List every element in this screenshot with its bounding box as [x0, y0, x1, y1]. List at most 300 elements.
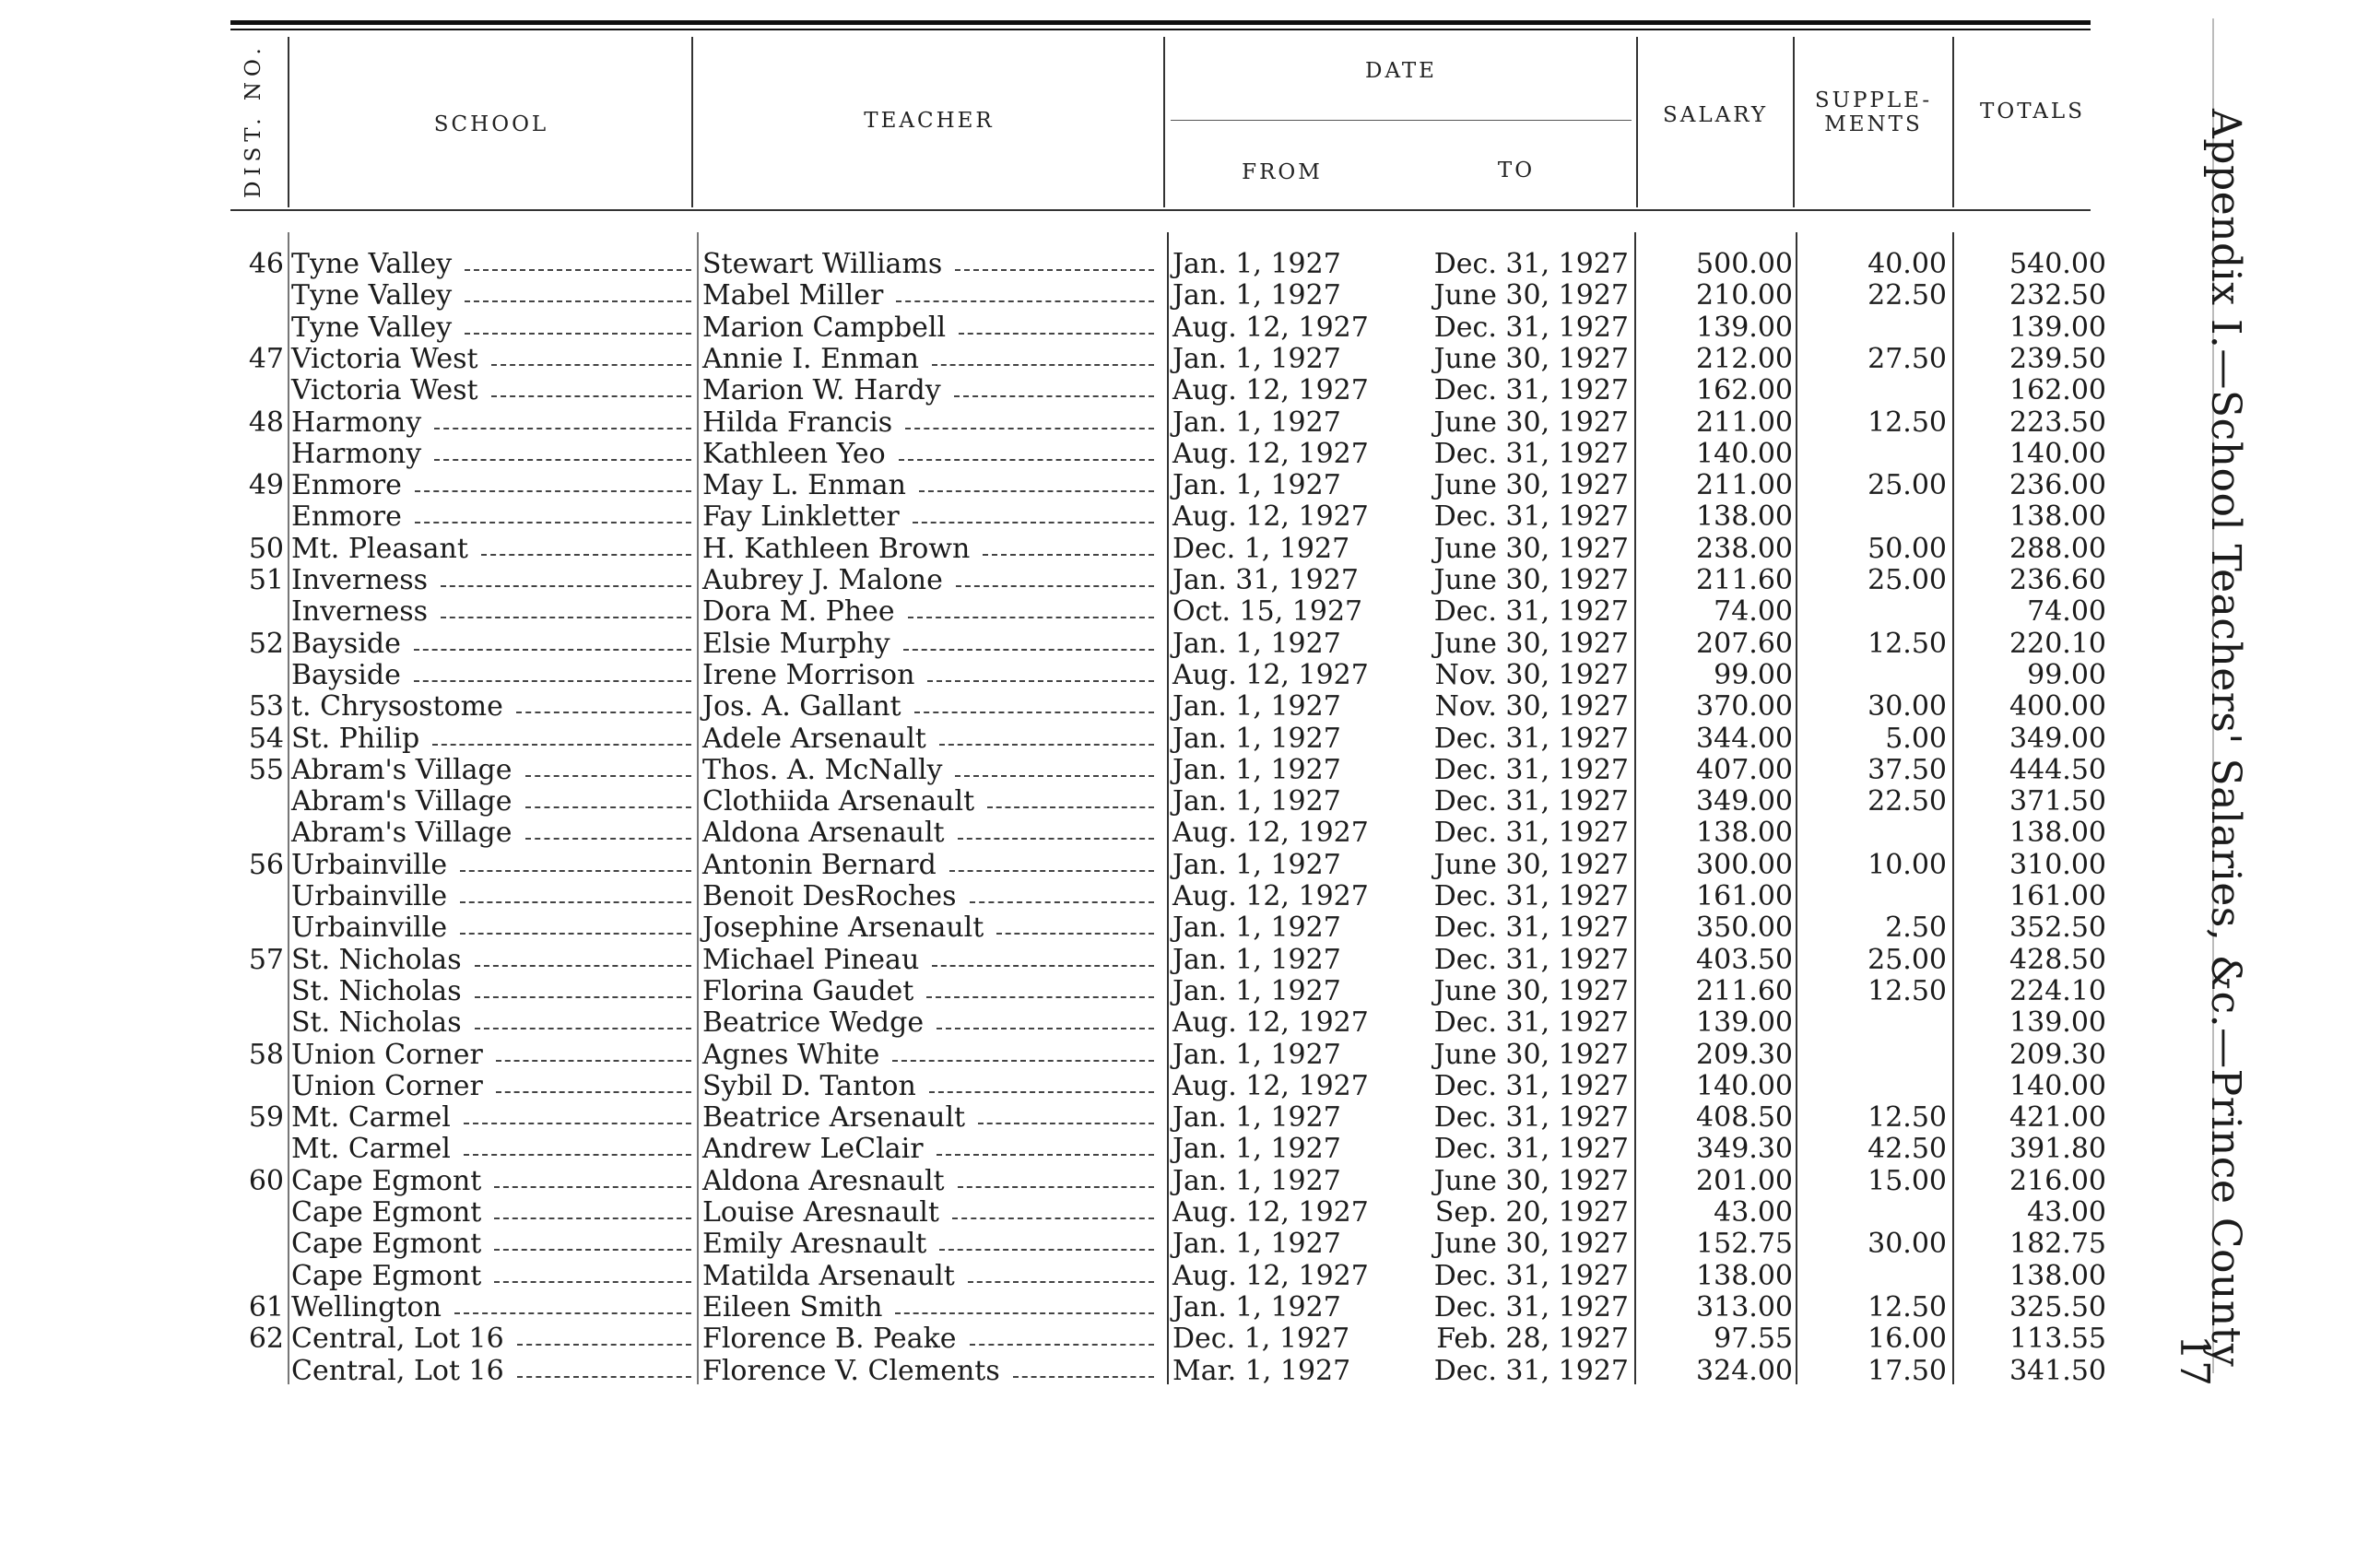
to-date-cell: Dec. 31, 1927	[1433, 374, 1629, 407]
teacher-cell	[702, 280, 1158, 312]
table-row	[0, 1166, 2120, 1197]
dist-no-cell: 46	[248, 248, 284, 280]
salary-cell: 211.60	[1696, 974, 1793, 1007]
dot-leader	[954, 395, 1154, 397]
dot-leader	[496, 1060, 691, 1062]
salary-cell: 201.00	[1696, 1164, 1793, 1197]
teacher-cell-text: Louise Aresnault	[702, 1196, 939, 1229]
table-row	[0, 755, 2120, 786]
table-row	[0, 1134, 2120, 1165]
school-cell	[291, 945, 695, 976]
school-cell	[291, 407, 695, 439]
dot-leader	[525, 838, 691, 840]
to-date-cell: Dec. 31, 1927	[1433, 1259, 1629, 1292]
table-row	[0, 850, 2120, 881]
total-cell: 540.00	[2009, 248, 2106, 280]
header-dist-no: DIST. NO.	[242, 42, 265, 198]
teacher-cell-text: Sybil D. Tanton	[702, 1069, 916, 1102]
table-row	[0, 1071, 2120, 1102]
salary-cell: 99.00	[1714, 658, 1793, 691]
supplements-cell: 16.00	[1867, 1323, 1947, 1356]
salary-cell: 97.55	[1714, 1323, 1793, 1356]
teacher-cell-text: Beatrice Wedge	[702, 1006, 925, 1040]
side-title: Appendix I.—School Teachers' Salaries, &c.—Prince County	[2202, 109, 2249, 1368]
salary-cell: 324.00	[1696, 1354, 1793, 1387]
teacher-cell-text: Hilda Francis	[702, 406, 893, 439]
school-cell	[291, 1071, 695, 1102]
total-cell: 161.00	[2009, 880, 2106, 912]
teacher-cell	[702, 1166, 1158, 1197]
teacher-cell	[702, 375, 1158, 406]
teacher-cell-text: Annie I. Enman	[702, 342, 919, 375]
school-cell	[291, 501, 695, 533]
from-date-cell: Aug. 12, 1927	[1172, 1069, 1369, 1102]
salary-cell: 162.00	[1696, 374, 1793, 407]
dist-no-cell: 59	[248, 1101, 284, 1135]
teacher-cell-text: Elsie Murphy	[702, 627, 890, 660]
total-cell: 224.10	[2009, 974, 2106, 1007]
dot-leader	[441, 617, 691, 618]
from-date-cell: Jan. 1, 1927	[1172, 248, 1341, 280]
school-cell	[291, 1323, 695, 1355]
school-cell	[291, 850, 695, 881]
dot-leader	[465, 333, 691, 335]
teacher-cell-text: Agnes White	[702, 1038, 880, 1071]
dot-leader	[494, 1281, 691, 1283]
total-cell: 288.00	[2009, 532, 2106, 565]
school-cell	[291, 881, 695, 912]
teacher-cell	[702, 1197, 1158, 1229]
dot-leader	[525, 775, 691, 777]
teacher-cell	[702, 881, 1158, 912]
total-cell: 209.30	[2009, 1038, 2106, 1071]
from-date-cell: Aug. 12, 1927	[1172, 1259, 1369, 1292]
dot-leader	[970, 1344, 1154, 1346]
total-cell: 349.00	[2009, 722, 2106, 755]
table-row	[0, 249, 2120, 280]
school-cell-text: Bayside	[291, 658, 401, 691]
salary-cell: 140.00	[1696, 1069, 1793, 1102]
dot-leader	[414, 680, 691, 682]
table-row	[0, 312, 2120, 344]
to-date-cell: June 30, 1927	[1433, 532, 1629, 565]
dot-leader	[1013, 1376, 1154, 1378]
school-cell	[291, 1007, 695, 1039]
table-row	[0, 818, 2120, 849]
salary-cell: 139.00	[1696, 1006, 1793, 1040]
teacher-cell	[702, 407, 1158, 439]
school-cell	[291, 1102, 695, 1134]
school-cell-text: Enmore	[291, 500, 402, 534]
teacher-cell	[702, 723, 1158, 755]
dot-leader	[475, 965, 691, 967]
table-row	[0, 375, 2120, 406]
school-cell	[291, 1166, 695, 1197]
supplements-cell: 17.50	[1867, 1354, 1947, 1387]
table-row	[0, 1007, 2120, 1039]
total-cell: 232.50	[2009, 279, 2106, 312]
from-date-cell: Jan. 1, 1927	[1172, 974, 1341, 1007]
dot-leader	[434, 459, 691, 461]
table-row	[0, 344, 2120, 375]
header-supplements-line1: SUPPLE-	[1814, 88, 1933, 112]
school-cell	[291, 723, 695, 755]
to-date-cell: June 30, 1927	[1433, 342, 1629, 375]
to-date-cell: Dec. 31, 1927	[1433, 1354, 1629, 1387]
total-cell: 162.00	[2009, 374, 2106, 407]
school-cell	[291, 1040, 695, 1071]
dot-leader	[932, 965, 1154, 967]
school-cell	[291, 312, 695, 344]
teacher-cell	[702, 1292, 1158, 1323]
table-row	[0, 280, 2120, 312]
teacher-cell	[702, 1229, 1158, 1260]
table-row	[0, 723, 2120, 755]
table-row	[0, 1197, 2120, 1229]
supplements-cell: 12.50	[1867, 627, 1947, 660]
from-date-cell: Jan. 1, 1927	[1172, 753, 1341, 786]
from-date-cell: Aug. 12, 1927	[1172, 880, 1369, 912]
teacher-cell-text: Eileen Smith	[702, 1290, 883, 1323]
teacher-cell	[702, 660, 1158, 691]
school-cell-text: Enmore	[291, 469, 402, 502]
dot-leader	[491, 395, 691, 397]
teacher-cell	[702, 1134, 1158, 1165]
teacher-cell	[702, 470, 1158, 501]
teacher-cell	[702, 565, 1158, 596]
teacher-cell-text: Irene Morrison	[702, 658, 915, 691]
from-date-cell: Jan. 31, 1927	[1172, 564, 1359, 596]
school-cell-text: St. Philip	[291, 722, 420, 755]
total-cell: 220.10	[2009, 627, 2106, 660]
total-cell: 428.50	[2009, 943, 2106, 976]
date-subheader-rule	[1171, 120, 1632, 121]
table-row	[0, 786, 2120, 818]
dot-leader	[913, 522, 1154, 523]
supplements-cell: 42.50	[1867, 1133, 1947, 1166]
teacher-cell	[702, 850, 1158, 881]
salary-cell: 161.00	[1696, 880, 1793, 912]
dot-leader	[516, 712, 691, 713]
total-cell: 113.55	[2009, 1323, 2106, 1356]
total-cell: 182.75	[2009, 1228, 2106, 1261]
dot-leader	[896, 300, 1154, 302]
dist-no-cell: 51	[248, 564, 284, 596]
teacher-cell	[702, 312, 1158, 344]
school-cell-text: Tyne Valley	[291, 311, 453, 344]
teacher-cell-text: Beatrice Arsenault	[702, 1101, 966, 1135]
school-cell	[291, 818, 695, 849]
dist-no-cell: 54	[248, 722, 284, 755]
supplements-cell: 30.00	[1867, 1228, 1947, 1261]
salary-cell: 74.00	[1714, 595, 1793, 629]
to-date-cell: Feb. 28, 1927	[1436, 1323, 1629, 1356]
school-cell	[291, 470, 695, 501]
teacher-cell-text: Dora M. Phee	[702, 595, 895, 629]
dot-leader	[952, 1218, 1154, 1219]
from-date-cell: Jan. 1, 1927	[1172, 469, 1341, 502]
teacher-cell	[702, 1323, 1158, 1355]
header-divider	[1163, 37, 1165, 207]
to-date-cell: Dec. 31, 1927	[1433, 943, 1629, 976]
teacher-cell	[702, 1040, 1158, 1071]
dot-leader	[464, 1154, 691, 1156]
school-cell-text: Tyne Valley	[291, 279, 453, 312]
table-row	[0, 660, 2120, 691]
school-cell	[291, 786, 695, 818]
dot-leader	[494, 1249, 691, 1251]
total-cell: 400.00	[2009, 690, 2106, 723]
dot-leader	[494, 1218, 691, 1219]
teacher-cell	[702, 786, 1158, 818]
teacher-cell-text: Emily Aresnault	[702, 1228, 927, 1261]
school-cell-text: Union Corner	[291, 1069, 483, 1102]
to-date-cell: Dec. 31, 1927	[1433, 912, 1629, 945]
teacher-cell-text: Matilda Arsenault	[702, 1259, 955, 1292]
teacher-cell-text: H. Kathleen Brown	[702, 532, 971, 565]
teacher-cell-text: Kathleen Yeo	[702, 437, 886, 470]
school-cell-text: Central, Lot 16	[291, 1323, 504, 1356]
to-date-cell: Nov. 30, 1927	[1434, 690, 1629, 723]
table-row	[0, 439, 2120, 470]
teacher-cell-text: Stewart Williams	[702, 248, 943, 280]
supplements-cell: 12.50	[1867, 974, 1947, 1007]
dot-leader	[465, 269, 691, 271]
dot-leader	[415, 490, 691, 492]
to-date-cell: Dec. 31, 1927	[1433, 1101, 1629, 1135]
table-row	[0, 691, 2120, 723]
dist-no-cell: 60	[248, 1164, 284, 1197]
school-cell-text: Inverness	[291, 564, 429, 596]
dot-leader	[525, 806, 691, 808]
dot-leader	[970, 901, 1154, 903]
supplements-cell: 25.00	[1867, 943, 1947, 976]
teacher-cell-text: Florence V. Clements	[702, 1354, 1000, 1387]
school-cell	[291, 1356, 695, 1387]
dot-leader	[958, 1186, 1154, 1188]
school-cell-text: St. Nicholas	[291, 974, 462, 1007]
teacher-cell	[702, 501, 1158, 533]
salary-cell: 238.00	[1696, 532, 1793, 565]
supplements-cell: 25.00	[1867, 564, 1947, 596]
from-date-cell: Aug. 12, 1927	[1172, 437, 1369, 470]
from-date-cell: Dec. 1, 1927	[1172, 532, 1350, 565]
salary-cell: 152.75	[1696, 1228, 1793, 1261]
dot-leader	[955, 269, 1154, 271]
from-date-cell: Jan. 1, 1927	[1172, 1290, 1341, 1323]
from-date-cell: Jan. 1, 1927	[1172, 943, 1341, 976]
table-row	[0, 501, 2120, 533]
dot-leader	[932, 364, 1154, 366]
salary-cell: 300.00	[1696, 848, 1793, 881]
dot-leader	[956, 585, 1154, 587]
header-totals: TOTALS	[1980, 100, 2085, 124]
teacher-cell	[702, 691, 1158, 723]
to-date-cell: Dec. 31, 1927	[1433, 753, 1629, 786]
total-cell: 140.00	[2009, 1069, 2106, 1102]
dist-no-cell: 48	[248, 406, 284, 439]
top-thin-rule	[230, 29, 2091, 30]
to-date-cell: Dec. 31, 1927	[1433, 1069, 1629, 1102]
from-date-cell: Jan. 1, 1927	[1172, 1228, 1341, 1261]
total-cell: 310.00	[2009, 848, 2106, 881]
school-cell-text: Wellington	[291, 1290, 442, 1323]
dot-leader	[983, 554, 1154, 556]
teacher-cell	[702, 439, 1158, 470]
school-cell-text: Urbainville	[291, 880, 448, 912]
teacher-cell	[702, 1071, 1158, 1102]
top-double-rule	[230, 20, 2091, 25]
header-teacher: TEACHER	[864, 109, 995, 133]
from-date-cell: Aug. 12, 1927	[1172, 374, 1369, 407]
salary-cell: 209.30	[1696, 1038, 1793, 1071]
dot-leader	[895, 1312, 1154, 1314]
from-date-cell: Oct. 15, 1927	[1172, 595, 1363, 629]
table-row	[0, 596, 2120, 628]
school-cell-text: Cape Egmont	[291, 1196, 482, 1229]
total-cell: 139.00	[2009, 1006, 2106, 1040]
from-date-cell: Jan. 1, 1927	[1172, 848, 1341, 881]
supplements-cell: 37.50	[1867, 753, 1947, 786]
school-cell-text: Urbainville	[291, 912, 448, 945]
dist-no-cell: 50	[248, 532, 284, 565]
school-cell-text: Cape Egmont	[291, 1164, 482, 1197]
table-row	[0, 976, 2120, 1007]
from-date-cell: Aug. 12, 1927	[1172, 500, 1369, 534]
total-cell: 341.50	[2009, 1354, 2106, 1387]
teacher-cell-text: Aubrey J. Malone	[702, 564, 943, 596]
teacher-cell	[702, 1007, 1158, 1039]
dot-leader	[919, 490, 1154, 492]
teacher-cell-text: Jos. A. Gallant	[702, 690, 901, 723]
school-cell-text: Harmony	[291, 437, 422, 470]
teacher-cell-text: Marion W. Hardy	[702, 374, 941, 407]
table-row	[0, 470, 2120, 501]
header-to: TO	[1497, 159, 1536, 182]
teacher-cell-text: Andrew LeClair	[702, 1133, 924, 1166]
to-date-cell: June 30, 1927	[1433, 469, 1629, 502]
school-cell-text: Tyne Valley	[291, 248, 453, 280]
dot-leader	[914, 712, 1154, 713]
to-date-cell: June 30, 1927	[1433, 406, 1629, 439]
supplements-cell: 5.00	[1885, 722, 1947, 755]
page-number: 17	[2171, 1335, 2218, 1386]
school-cell	[291, 249, 695, 280]
from-date-cell: Jan. 1, 1927	[1172, 912, 1341, 945]
total-cell: 236.60	[2009, 564, 2106, 596]
from-date-cell: Aug. 12, 1927	[1172, 1196, 1369, 1229]
school-cell-text: Inverness	[291, 595, 429, 629]
table-row	[0, 565, 2120, 596]
supplements-cell: 15.00	[1867, 1164, 1947, 1197]
from-date-cell: Dec. 1, 1927	[1172, 1323, 1350, 1356]
school-cell-text: Bayside	[291, 627, 401, 660]
teacher-cell	[702, 912, 1158, 944]
table-row	[0, 1292, 2120, 1323]
from-date-cell: Jan. 1, 1927	[1172, 1038, 1341, 1071]
dot-leader	[475, 1028, 691, 1029]
school-cell	[291, 1197, 695, 1229]
to-date-cell: Dec. 31, 1927	[1433, 817, 1629, 850]
dot-leader	[903, 649, 1154, 651]
school-cell	[291, 1261, 695, 1292]
dot-leader	[937, 1028, 1154, 1029]
table-row	[0, 407, 2120, 439]
table-row	[0, 1356, 2120, 1387]
teacher-cell-text: Benoit DesRoches	[702, 880, 957, 912]
dot-leader	[460, 933, 691, 935]
total-cell: 138.00	[2009, 1259, 2106, 1292]
teacher-cell-text: Josephine Arsenault	[702, 912, 984, 945]
teacher-cell-text: Antonin Bernard	[702, 848, 937, 881]
to-date-cell: Dec. 31, 1927	[1433, 500, 1629, 534]
teacher-cell	[702, 818, 1158, 849]
dist-no-cell: 52	[248, 627, 284, 660]
school-cell	[291, 660, 695, 691]
table-row	[0, 534, 2120, 565]
dist-no-cell: 57	[248, 943, 284, 976]
dot-leader	[494, 1186, 691, 1188]
dot-leader	[491, 364, 691, 366]
teacher-cell-text: Thos. A. McNally	[702, 753, 943, 786]
salary-cell: 408.50	[1696, 1101, 1793, 1135]
total-cell: 139.00	[2009, 311, 2106, 344]
dot-leader	[996, 933, 1154, 935]
to-date-cell: June 30, 1927	[1433, 564, 1629, 596]
school-cell	[291, 629, 695, 660]
total-cell: 43.00	[2027, 1196, 2106, 1229]
school-cell-text: Abram's Village	[291, 753, 513, 786]
teacher-cell-text: Adele Arsenault	[702, 722, 926, 755]
total-cell: 223.50	[2009, 406, 2106, 439]
teacher-cell-text: Mabel Miller	[702, 279, 884, 312]
dot-leader	[454, 1312, 691, 1314]
table-row	[0, 1323, 2120, 1355]
from-date-cell: Mar. 1, 1927	[1172, 1354, 1351, 1387]
table-row	[0, 1102, 2120, 1134]
dot-leader	[892, 1060, 1154, 1062]
header-from: FROM	[1242, 160, 1323, 184]
header-bottom-rule	[230, 209, 2091, 211]
total-cell: 138.00	[2009, 817, 2106, 850]
salary-cell: 370.00	[1696, 690, 1793, 723]
to-date-cell: June 30, 1927	[1433, 848, 1629, 881]
total-cell: 138.00	[2009, 500, 2106, 534]
dist-no-cell: 55	[248, 753, 284, 786]
dot-leader	[464, 1123, 691, 1124]
salary-cell: 138.00	[1696, 500, 1793, 534]
salary-cell: 407.00	[1696, 753, 1793, 786]
to-date-cell: Dec. 31, 1927	[1433, 311, 1629, 344]
dist-no-cell: 58	[248, 1038, 284, 1071]
to-date-cell: Dec. 31, 1927	[1433, 880, 1629, 912]
header-date: DATE	[1365, 59, 1437, 83]
dot-leader	[460, 901, 691, 903]
total-cell: 391.80	[2009, 1133, 2106, 1166]
dot-leader	[415, 522, 691, 523]
salary-cell: 207.60	[1696, 627, 1793, 660]
dot-leader	[949, 870, 1154, 872]
salary-cell: 350.00	[1696, 912, 1793, 945]
teacher-cell	[702, 976, 1158, 1007]
dot-leader	[460, 870, 691, 872]
dot-leader	[959, 333, 1154, 335]
total-cell: 371.50	[2009, 785, 2106, 818]
dot-leader	[908, 617, 1154, 618]
to-date-cell: Dec. 31, 1927	[1433, 437, 1629, 470]
school-cell	[291, 439, 695, 470]
supplements-cell: 2.50	[1885, 912, 1947, 945]
